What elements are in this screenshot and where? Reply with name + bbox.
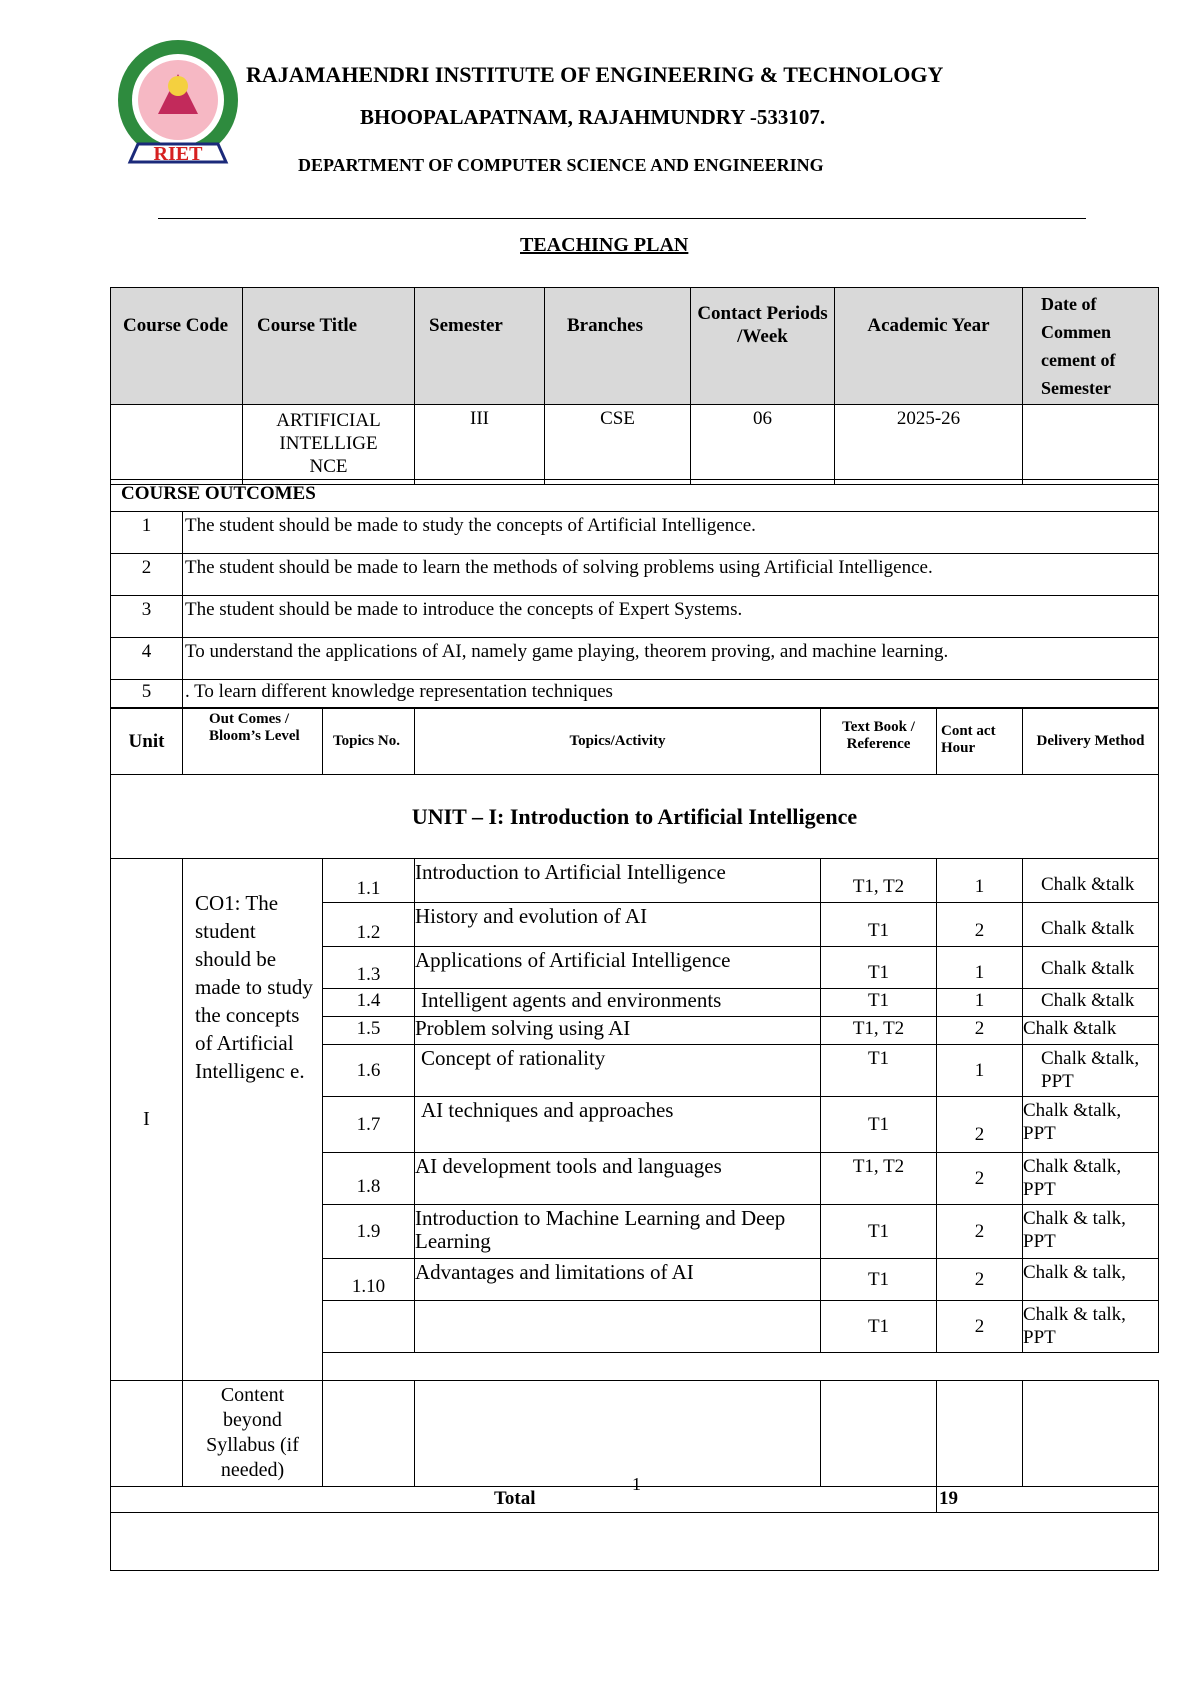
topic-method: Chalk &talk, PPT [1023,1097,1159,1153]
topic-reference: T1 [821,947,937,989]
topic-name: Concept of rationality [415,1045,821,1097]
teaching-plan-table [110,708,1159,1571]
empty-row [111,1513,1159,1571]
topic-method: Chalk & talk, PPT [1023,1205,1159,1259]
topic-hours: 2 [937,903,1023,947]
content-beyond-hours [937,1381,1023,1487]
topic-hours: 2 [937,1205,1023,1259]
topic-method: Chalk &talk [1023,989,1159,1017]
topic-name: Advantages and limitations of AI [415,1259,821,1301]
content-beyond-unit [111,1381,183,1487]
outcome-text: To understand the applications of AI, namely game playing, theorem proving, and machine learning. [183,638,1159,680]
topic-name: Applications of Artificial Intelligence [415,947,821,989]
topic-reference: T1 [821,1045,937,1097]
col-topics-activity: Topics/Activity [415,709,821,775]
outcome-text: The student should be made to study the concepts of Artificial Intelligence. [183,512,1159,554]
course-info-table [110,287,1159,485]
topic-no: 1.2 [323,903,415,947]
outcome-no: 5 [111,680,183,708]
outcome-text: The student should be made to introduce the concepts of Expert Systems. [183,596,1159,638]
topic-reference: T1, T2 [821,1017,937,1045]
topic-reference: T1, T2 [821,859,937,903]
institute-logo [108,34,248,174]
topic-name: Introduction to Machine Learning and Deep Learning [415,1205,821,1259]
content-beyond-syllabus: Content beyond Syllabus (if needed) [183,1381,323,1487]
col-outcomes-blooms: Out Comes / Bloom’s Level [183,709,323,775]
topic-no: 1.7 [323,1097,415,1153]
course-outcomes-heading: COURSE OUTCOMES [111,480,1159,512]
unit-number: I [111,859,183,1381]
semester-value: III [415,405,545,485]
topic-name: AI development tools and languages [415,1153,821,1205]
topic-name: Intelligent agents and environments [415,989,821,1017]
topic-no: 1.6 [323,1045,415,1097]
topic-hours: 1 [937,989,1023,1017]
page-title: TEACHING PLAN [520,234,689,256]
topic-reference: T1 [821,1097,937,1153]
department-name: DEPARTMENT OF COMPUTER SCIENCE AND ENGINEERING [298,155,824,175]
topic-no: 1.10 [323,1259,415,1301]
course-code-value [111,405,243,485]
topic-method: Chalk &talk, PPT [1023,1153,1159,1205]
unit-outcome: CO1: The student should be made to study the concepts of Artificial Intelligenc e. [183,859,323,1381]
topic-name: Introduction to Artificial Intelligence [415,859,821,903]
topic-reference: T1 [821,1259,937,1301]
content-beyond-topic [415,1381,821,1487]
outcome-text: The student should be made to learn the methods of solving problems using Artificial Intelligence. [183,554,1159,596]
outcome-no: 3 [111,596,183,638]
topic-name: Problem solving using AI [415,1017,821,1045]
topic-hours: 1 [937,1045,1023,1097]
header-date-commencement: Date of Commen cement of Semester [1023,288,1159,405]
academic-year-value: 2025-26 [835,405,1023,485]
topic-no: 1.3 [323,947,415,989]
topic-method: Chalk &talk [1023,859,1159,903]
content-beyond-method [1023,1381,1159,1487]
topic-name [415,1301,821,1353]
total-label: Total [111,1487,937,1513]
topic-no: 1.9 [323,1205,415,1259]
topic-reference: T1 [821,1205,937,1259]
topic-hours: 2 [937,1097,1023,1153]
topic-reference: T1 [821,1301,937,1353]
topic-hours: 2 [937,1153,1023,1205]
topic-method: Chalk & talk, [1023,1259,1159,1301]
topic-name: AI techniques and approaches [415,1097,821,1153]
col-text-book: Text Book / Reference [821,709,937,775]
topic-method: Chalk &talk [1023,1017,1159,1045]
topic-no [323,1301,415,1353]
topic-hours: 2 [937,1301,1023,1353]
topic-hours: 2 [937,1017,1023,1045]
col-unit: Unit [111,709,183,775]
course-outcomes-table [110,479,1159,708]
topic-reference: T1, T2 [821,1153,937,1205]
header-academic-year: Academic Year [835,288,1023,405]
outcome-no: 1 [111,512,183,554]
content-beyond-reference [821,1381,937,1487]
outcome-no: 2 [111,554,183,596]
contact-periods-value: 06 [691,405,835,485]
topic-method: Chalk &talk, PPT [1023,1045,1159,1097]
topic-method: Chalk & talk, PPT [1023,1301,1159,1353]
header-branches: Branches [545,288,691,405]
institute-address: BHOOPALAPATNAM, RAJAHMUNDRY -533107. [360,105,826,129]
topic-method: Chalk &talk [1023,903,1159,947]
topic-no: 1.5 [323,1017,415,1045]
header-course-code: Course Code [111,288,243,405]
col-topics-no: Topics No. [323,709,415,775]
topic-hours: 1 [937,947,1023,989]
topic-hours: 1 [937,859,1023,903]
unit-title: UNIT – I: Introduction to Artificial Intelligence [111,775,1159,859]
branches-value: CSE [545,405,691,485]
topic-hours: 2 [937,1259,1023,1301]
topic-reference: T1 [821,989,937,1017]
page-number: 1 [632,1474,641,1494]
content-beyond-topic-no [323,1381,415,1487]
spacer-row [323,1353,1159,1381]
col-delivery-method: Delivery Method [1023,709,1159,775]
header-course-title: Course Title [243,288,415,405]
header-contact-periods: Contact Periods /Week [691,288,835,405]
outcome-text: . To learn different knowledge representation techniques [183,680,1159,708]
course-title-value: ARTIFICIAL INTELLIGE NCE [243,405,415,485]
logo-text: RIET [153,143,203,165]
topic-method: Chalk &talk [1023,947,1159,989]
col-contact-hour: Cont act Hour [937,709,1023,775]
header-divider [158,218,1086,219]
topic-no: 1.8 [323,1153,415,1205]
institute-name: RAJAMAHENDRI INSTITUTE OF ENGINEERING & TECHNOLOGY [246,62,944,87]
outcome-no: 4 [111,638,183,680]
topic-reference: T1 [821,903,937,947]
header-semester: Semester [415,288,545,405]
total-value: 19 [937,1487,1159,1513]
topic-no: 1.1 [323,859,415,903]
date-commencement-value [1023,405,1159,485]
topic-no: 1.4 [323,989,415,1017]
topic-name: History and evolution of AI [415,903,821,947]
